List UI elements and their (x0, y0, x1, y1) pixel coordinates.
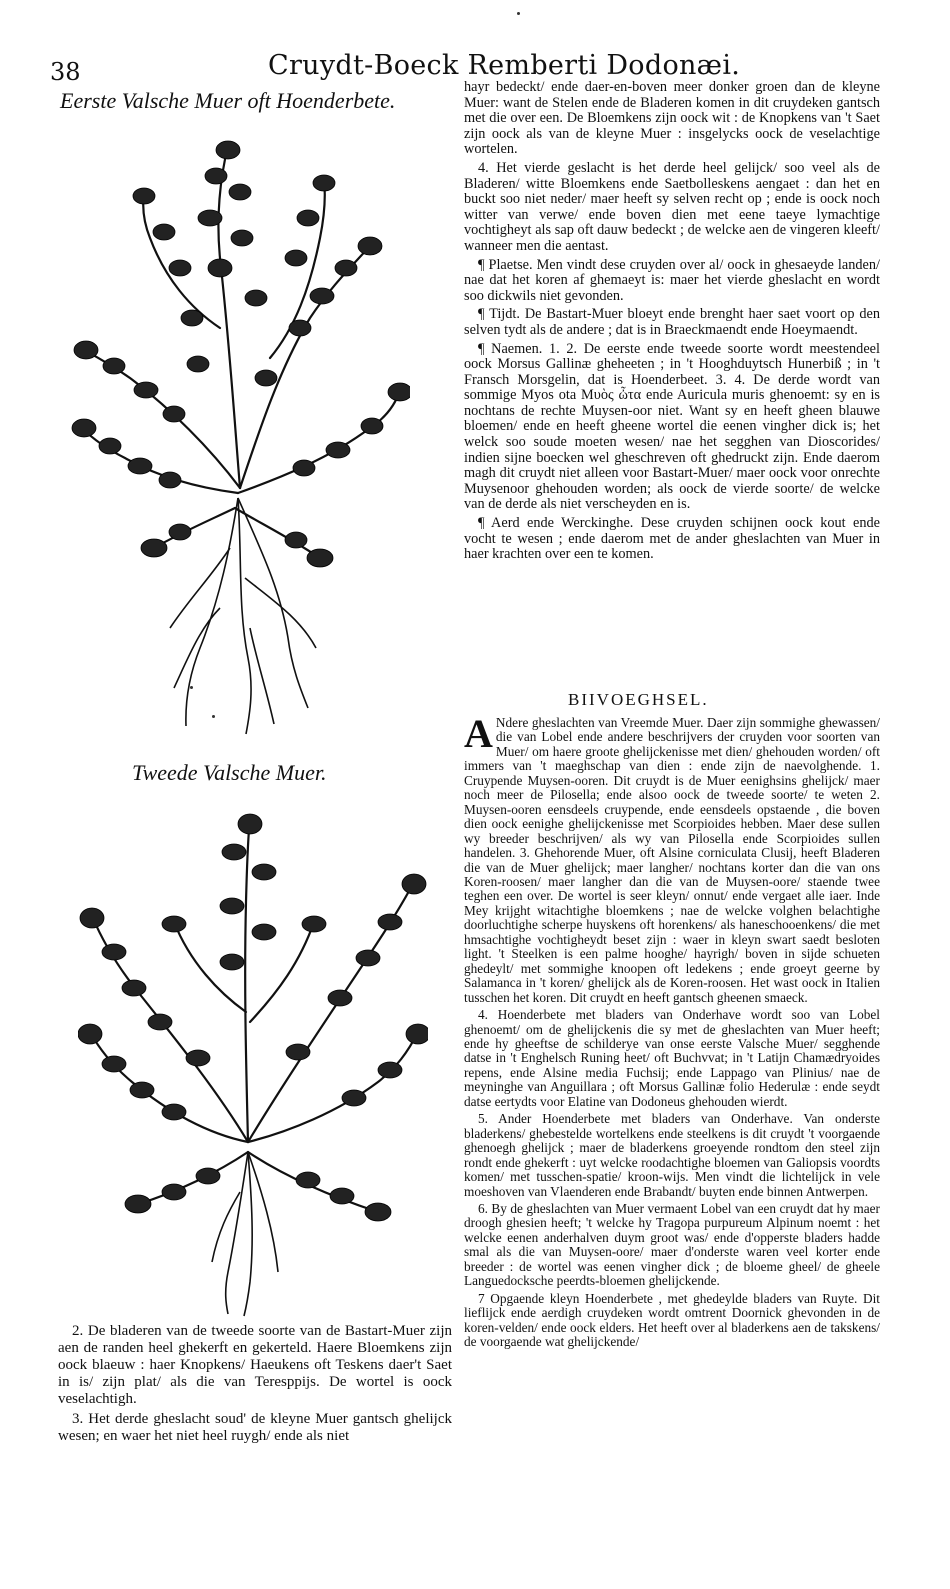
paragraph: 4. Hoenderbete met bladers van Onderhave wordt soo van Lobel ghenoemt/ om de ghelijckenis die sy met de gheslachten van Muer heeft; ende hy gheeftse de schilderye van onse eerste Valsche Muer/ segghende datse in 't Enghelsch Runing heet/ oft Buchvvat; in 't Latijn Chamædryoides repens, ende Alsine media Fuchsij; ende Lappago van Plinius/ nae de meyninghe van Anguillara ; oft Morsus Gallinæ folio Hederulæ : ende seydt datse eertydts voor Elatine van Dodoneus ghehouden wierdt. (464, 1007, 880, 1109)
paragraph-aerd: ¶ Aerd ende Werckinghe. Dese cruyden schijnen oock kout ende vocht te wesen ; ende daerom met de ander gheslachten van Muer in haer krachten over een te komen. (464, 515, 880, 563)
left-column-text (58, 1323, 452, 1448)
paragraph: 2. De bladeren van de tweede soorte van de Bastart-Muer zijn aen de randen heel ghekerft en gekerteld. Haere Bloemkens zijn oock blaeuw : haer Knopkens/ Haeukens oft Teskens daer't Saet in is/ zijn plat/ als die van Teresppijs. De wortel is oock veselachtigh. (58, 1323, 452, 1407)
plant-illustration-second (78, 812, 428, 1317)
drop-cap: A (464, 711, 493, 756)
paragraph (464, 711, 880, 1005)
paragraph-naemen: ¶ Naemen. 1. 2. De eerste ende tweede soorte wordt meestendeel oock Morsus Gallinæ gheheeten ; in 't Hooghduytsch Hunerbiß ; in 't Fransch Morsgelin, dat is Hoenderbeet. 3. 4. De derde wordt van sommige Myos ota Μυὸς ὦτα ende Auricula muris ghenoemt: sy en is nochtans de rechte Muysen-oor niet. Want sy en heeft gheen blauwe bloemen/ ende en heeft gheene wortel die eenen vingher dick is; het welck soo soude moeten wesen/ nae het segghen van Dioscorides/ indien sijne boecken wel gheschreven oft ghedruckt zijn. Ende daerom magh dit cruydt niet alleen voor Bastart-Muer/ maer oock voor onrechte Muysenoor ghehouden worden; als oock de vierde soorte/ de welcke van de derde als niet verscheyden en is. (464, 340, 880, 513)
plant-illustration-first (70, 128, 410, 738)
plant-caption-first: Eerste Valsche Muer oft Hoenderbete. (60, 88, 396, 113)
plant-caption-second: Tweede Valsche Muer. (132, 760, 327, 785)
section-heading: BIIVOEGHSEL. (568, 690, 709, 709)
paragraph: 4. Het vierde geslacht is het derde heel gelijck/ soo veel als de Bladeren/ witte Bloemkens ende Saetbolleskens aengaet : dan het en buckt soo niet neder/ maer heeft sy selven recht op ; ende is oock noch witter van verwe/ ende boven dien met eene taeye lymachtige vochtigheyt als sap oft dauw bedeckt ; de welcke aen de vingeren kleeft/ wanneer men die aentast. (464, 159, 880, 254)
paragraph-plaetse: ¶ Plaetse. Men vindt dese cruyden over al/ oock in ghesaeyde landen/ nae dat het koren af ghemaeyt is: maer het vierde gheslacht en wordt soo dickwils niet gevonden. (464, 256, 880, 304)
paragraph-tijdt: ¶ Tijdt. De Bastart-Muer bloeyt ende brenght haer saet voort op den selven tydt als de andere ; dat is in Braeckmaendt ende Hoeymaendt. (464, 306, 880, 338)
bijvoeghsel-text (464, 711, 880, 1352)
running-title: Cruydt-Boeck Remberti Dodonæi. (268, 50, 741, 81)
paragraph: hayr bedeckt/ ende daer-en-boven meer donker groen dan de kleyne Muer: want de Stelen ende de Bladeren komen in dit cruydeken gantsch met die over een. De Bloemkens zijn oock wit : de Knopkens van 't Saet zijn oock als van de kleyne Muer : insgelycks oock de veselachtige wortelen. (464, 79, 880, 158)
paragraph-text: Ndere gheslachten van Vreemde Muer. Daer zijn sommighe ghewassen/ die van Lobel ende andere beschrijvers der cruyden voor soorten van Muer/ om haere groote ghelijckenisse met dien/ ghehouden worden/ oft immers van 't maeghschap van dien : ende zijn de naevolghende. 1. Cruypende Muysen-ooren. Dit cruydt is de Muer eenighsins ghelijck/ maer noch meer de Pilosella; ende alsoo oock de tweede soorte/ te weten 2. Muysen-ooren eensdeels cruypende, ende eensdeels opstaende , die boven dien oock eenighe ghelijckenisse met Scorpioides hebben. Maer dese sullen wy breeder beschrijven/ als wy van Pilosella ende Scorpioides sullen handelen. 3. Ghehorende Muer, oft Alsine corniculata Clusij, heeft Bladeren die van de Muer ghelijck; maer langher/ nochtans korter dan die van ons Koren-roosen/ maer langher dan die van de Muysen-oore/ staende twee teghen een over. De wortel is seer kleyn/ onnut/ ende vergaet alle iaer. Inde Mey krijght witachtighe bloemkens ; nae de welcke volghen belachtighe doorluchtighe scherpe huyskens oft horenkens/ als haneschooenkens/ die met hmsachtighe vochtigheydt beset zijn : waer in kleyn swart saedt besloten light. 't Steelken is een palme hooghe/ hayrigh/ boven in sijde schueten ghedeylt/ met sommighe knoopen oft ledekens ; ende groeyt geerne by Salamanca in 't koren/ ghelijck als de Koren-roosen. Het wast oock in Italien tusschen het koren. Dit cruydt en heeft gantsch gheenen smaeck. (464, 715, 880, 1005)
paragraph: 5. Ander Hoenderbete met bladers van Onderhave. Van onderste bladerkens/ ghebestelde wortelkens ende steelkens is dit cruydt 't voorgaende ghenoegh ghelijck ; maer de bladerkens groeyende rondtom den steel zijn rondt ende ghekerft : uyt welcke roodachtighe bloemen van Galiopsis voordts komen/ met tusschen-spatie/ kroon-wijs. Men vindt die lichtelijck in vele moeshoven van Vlaenderen ende Brabandt/ buyten ende binnen Antwerpen. (464, 1111, 880, 1199)
paragraph: 7 Opgaende kleyn Hoenderbete , met ghedeylde bladers van Ruyte. Dit lieflijck ende aerdigh cruydeken wordt omtrent Doornick ghevonden in de koren-velden/ ende oock elders. Het heeft over al bladerkens aen de takskens/ de voorgaende wat ghelijckende/ (464, 1290, 880, 1350)
page-number: 38 (50, 58, 81, 86)
paragraph: 3. Het derde gheslacht soud' de kleyne Muer gantsch ghelijck wesen; en waer het niet heel ruygh/ ende als niet (58, 1411, 452, 1444)
right-column-text (464, 80, 880, 566)
paragraph: 6. By de gheslachten van Muer vermaent Lobel van een cruydt dat hy maer droogh ghesien heeft; 't welcke hy Tragopa purpureum Alpinum noemt : het welcke eenen anderhalven duym groot was/ ende d'opperste bladers hadde smal als die van Muysen-oore/ maer d'onderste waren veel korter ende breeder : de wortel was eenen vingher dick ; de bloeme gheel/ de gheele Languedocksche peerdts-bloemen ghelijckende. (464, 1200, 880, 1289)
